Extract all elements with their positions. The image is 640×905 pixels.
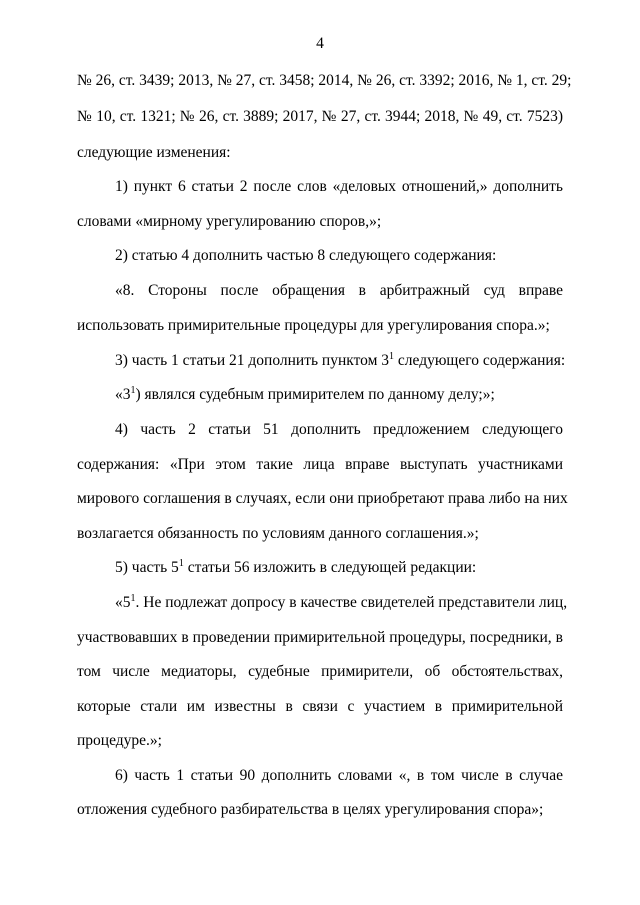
text-line: использовать примирительные процедуры для урегулирования спора.»; [77, 317, 550, 334]
text-line: следующие изменения: [77, 144, 231, 161]
item-6-line: 6) часть 1 статьи 90 дополнить словами «, в том числе в случае [115, 767, 563, 784]
text-line: содержания: «При этом такие лица вправе выступать участниками [77, 456, 563, 473]
item-4-line: 4) часть 2 статьи 51 дополнить предложением следующего [115, 421, 563, 438]
text-line: словами «мирному урегулированию споров,»; [77, 213, 382, 230]
text-line: процедуре.»; [77, 732, 162, 749]
text-line: том числе медиаторы, судебные примирители, об обстоятельствах, [77, 663, 563, 680]
quote-line: «$3^1$) являлся судебным примирителем по данному делу;»; [115, 385, 495, 403]
text-line: мирового соглашения в случаях, если они приобретают права либо на них [77, 490, 568, 507]
quote-line: «$5^1$. Не подлежат допросу в качестве свидетелей представители лиц, [115, 593, 568, 611]
text-line: которые стали им известны в связи с участием в примирительной [77, 698, 563, 715]
page-number: 4 [316, 35, 324, 52]
text-line: участвовавших в проведении примирительной процедуры, посредники, в [77, 629, 563, 646]
item-3-line: 3) часть 1 статьи 21 дополнить пунктом $3^1$ следующего содержания: [115, 351, 566, 369]
text-line: № 10, ст. 1321; № 26, ст. 3889; 2017, № 27, ст. 3944; 2018, № 49, ст. 7523) [77, 108, 563, 125]
text-line: № 26, ст. 3439; 2013, № 27, ст. 3458; 2014, № 26, ст. 3392; 2016, № 1, ст. 29; [77, 72, 572, 89]
item-5-line: 5) часть $5^1$ статьи 56 изложить в следующей редакции: [115, 558, 477, 576]
quote-line: «8. Стороны после обращения в арбитражный суд вправе [115, 282, 563, 299]
item-2-line: 2) статью 4 дополнить частью 8 следующего содержания: [115, 247, 497, 264]
text-line: возлагается обязанность по условиям данного соглашения.»; [77, 525, 479, 542]
item-1-line: 1) пункт 6 статьи 2 после слов «деловых отношений,» дополнить [115, 178, 563, 195]
text-line: отложения судебного разбирательства в целях урегулирования спора»; [77, 801, 544, 818]
